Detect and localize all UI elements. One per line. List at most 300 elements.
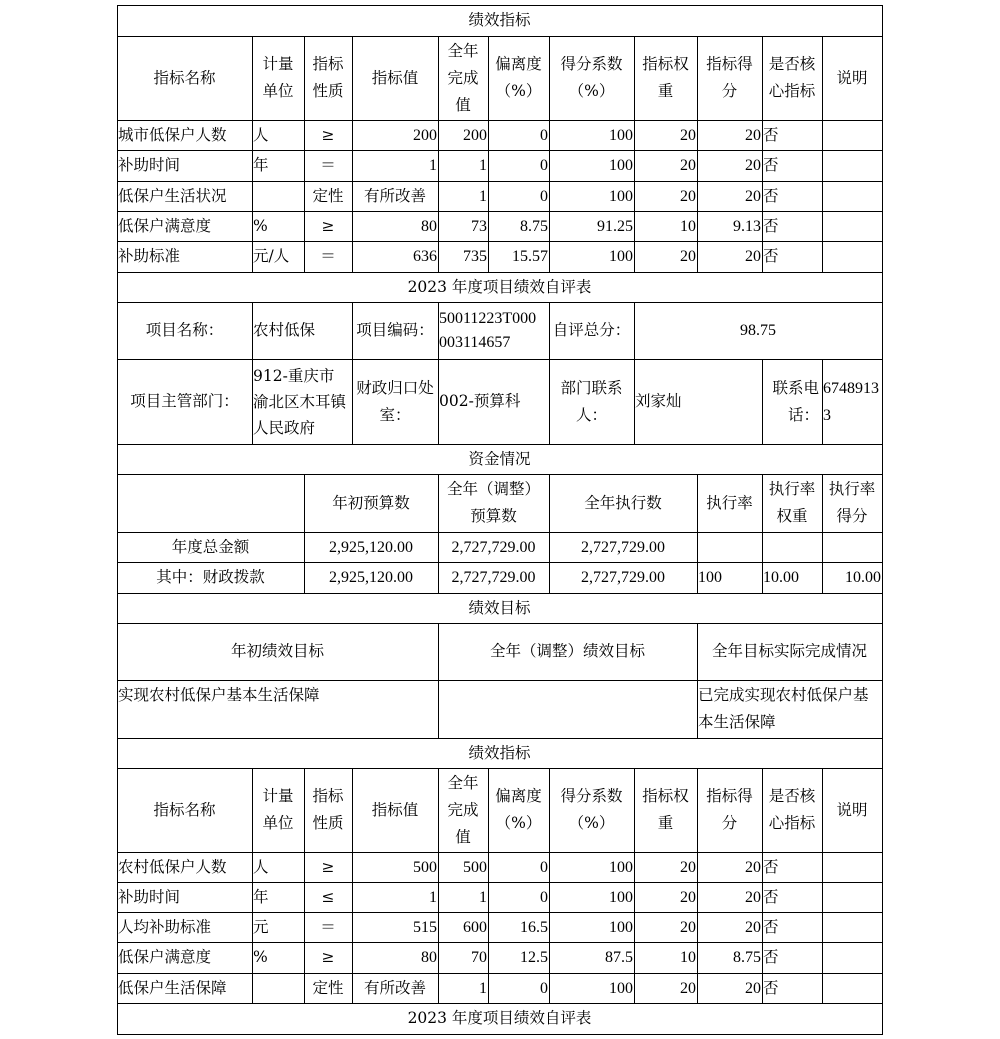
indicator-value [762, 211, 822, 241]
indicator-value-text: 20 [745, 157, 761, 174]
indicator-value [304, 912, 352, 942]
indicator-value-text: 20 [745, 248, 761, 265]
indicator-value [822, 181, 882, 211]
indicator-value [438, 120, 488, 150]
column-header-text: 指标名称 [153, 800, 216, 819]
indicator-value-text: 10 [680, 949, 696, 966]
indicator-value [488, 852, 549, 882]
column-header-text: 说明 [836, 800, 868, 819]
grid-line-horizontal [117, 181, 883, 182]
indicator-value-text: ≥ [321, 216, 335, 235]
indicator-name [117, 211, 252, 241]
indicator-value-text: 20 [680, 248, 696, 265]
indicator-value-text: 20 [745, 979, 761, 997]
indicator-value [549, 211, 634, 241]
grid-line-vertical [822, 359, 823, 445]
indicator-value [822, 211, 882, 241]
indicator-value-text: 20 [745, 126, 761, 144]
indicator-value-text: 否 [763, 216, 779, 235]
indicator-value [634, 942, 697, 973]
grid-line-vertical [697, 474, 698, 594]
indicator-value-text: 200 [463, 126, 487, 144]
grid-line-vertical [822, 36, 823, 273]
indicator-value [252, 852, 304, 882]
indicator-value-text: 否 [763, 156, 779, 174]
section-title-funds-text: 资金情况 [468, 449, 531, 468]
column-header [438, 36, 488, 120]
indicator-value-text: 0 [540, 858, 548, 876]
indicator-value-text: 9.13 [733, 217, 761, 235]
indicator-value [352, 942, 438, 973]
indicator-value [697, 181, 762, 211]
indicator-value-text: 100 [609, 888, 633, 906]
grid-line-vertical [438, 302, 439, 360]
indicator-value [822, 912, 882, 942]
grid-line-horizontal [117, 623, 883, 624]
grid-line-horizontal [117, 768, 883, 769]
column-header-text: 指标得分 [706, 55, 753, 100]
indicator-value-text: 0 [540, 157, 548, 174]
grid-line-vertical [352, 359, 353, 445]
indicator-value-text: ＝ [320, 917, 336, 936]
grid-line-horizontal [117, 302, 883, 303]
indicator-name-text: 低保户满意度 [118, 216, 212, 235]
indicator-name-text: 农村低保户人数 [118, 857, 227, 876]
section-title-indicators [117, 5, 882, 36]
indicator-value [697, 973, 762, 1003]
indicator-value [352, 912, 438, 942]
indicator-value-text: 12.5 [520, 949, 548, 966]
indicator-name [117, 852, 252, 882]
column-header-text: 说明 [836, 68, 868, 87]
indicator-value [488, 882, 549, 912]
indicator-value-text: 1 [479, 157, 487, 174]
indicator-value-text: 73 [471, 217, 487, 235]
indicator-value [352, 852, 438, 882]
column-header [352, 36, 438, 120]
section-title-goals [117, 593, 882, 623]
indicator-value-text: 200 [413, 126, 437, 144]
column-header-text: 计量单位 [262, 787, 294, 832]
grid-line-vertical [697, 36, 698, 273]
funds-value [762, 562, 822, 593]
funds-header [697, 474, 762, 532]
indicator-value [438, 150, 488, 181]
funds-header-text: 全年执行数 [584, 493, 662, 512]
funds-value-text: 2,727,729.00 [451, 569, 536, 586]
indicator-value [697, 211, 762, 241]
grid-line-horizontal [117, 973, 883, 974]
indicator-value-text: 20 [745, 858, 761, 876]
indicator-value-text: 500 [463, 858, 487, 876]
funds-value-text: 10.00 [845, 569, 881, 586]
indicator-value-text: 否 [763, 247, 779, 265]
indicator-value-text: 20 [680, 126, 696, 144]
grid-line-vertical [252, 359, 253, 445]
indicator-value [438, 181, 488, 211]
column-header [697, 36, 762, 120]
indicator-name-text: 人均补助标准 [118, 917, 212, 936]
indicator-value [762, 150, 822, 181]
project-code-label [352, 302, 438, 359]
funds-value-text: 2,925,120.00 [329, 538, 413, 556]
indicator-value-text: ＝ [320, 156, 336, 174]
indicator-value-text: 否 [763, 917, 779, 936]
funds-value-text: 2,727,729.00 [581, 569, 665, 586]
indicator-value [822, 942, 882, 973]
indicator-value [762, 241, 822, 272]
grid-line-vertical [252, 36, 253, 273]
form-title [117, 272, 882, 302]
indicator-value [549, 120, 634, 150]
funds-row-label-text: 年度总金额 [171, 537, 250, 556]
indicator-value-text: 600 [463, 918, 487, 936]
column-header [822, 36, 882, 120]
indicator-name [117, 942, 252, 973]
grid-line-vertical [438, 474, 439, 594]
grid-line-vertical [762, 768, 763, 1004]
indicator-value [304, 120, 352, 150]
office-value [438, 359, 549, 444]
column-header-text: 得分系数（%） [560, 55, 623, 100]
indicator-value [697, 852, 762, 882]
column-header [352, 768, 438, 852]
funds-value-text: 2,727,729.00 [451, 538, 536, 556]
indicator-value-text: 定性 [312, 978, 344, 997]
grid-line-vertical [352, 302, 353, 360]
indicator-value-text: 20 [680, 979, 696, 997]
funds-value-text: 10.00 [763, 569, 799, 586]
indicator-value [822, 973, 882, 1003]
grid-line-vertical [697, 768, 698, 1004]
grid-line-vertical [634, 359, 635, 445]
indicator-value [488, 912, 549, 942]
funds-header [438, 474, 549, 532]
indicator-value [304, 973, 352, 1003]
funds-row-label-text: 其中：财政拨款 [156, 568, 265, 586]
self-score-label [549, 302, 634, 359]
project-name-label-text: 项目名称： [145, 321, 224, 339]
indicator-value-text: 1 [479, 888, 487, 906]
indicator-value-text: % [253, 948, 268, 966]
project-code-label-text: 项目编码： [356, 321, 434, 339]
indicator-value [822, 120, 882, 150]
grid-line-vertical [438, 359, 439, 445]
indicator-value-text: 否 [763, 887, 779, 906]
indicator-value-text: 否 [763, 857, 779, 876]
indicator-value [549, 912, 634, 942]
column-header [549, 36, 634, 120]
goal-value [697, 680, 882, 738]
self-score-value-text: 98.75 [740, 322, 776, 339]
funds-value [697, 562, 762, 593]
indicator-value-text: 100 [609, 126, 633, 144]
indicator-value-text: 0 [540, 888, 548, 906]
indicator-value-text: 80 [421, 949, 437, 966]
office-label [352, 359, 438, 444]
grid-line-horizontal [117, 150, 883, 151]
grid-line-vertical [438, 768, 439, 1004]
indicator-name-text: 低保户生活状况 [118, 186, 227, 205]
column-header-text: 得分系数（%） [560, 787, 623, 832]
indicator-value [352, 241, 438, 272]
indicator-value-text: 636 [413, 248, 437, 265]
indicator-name [117, 912, 252, 942]
grid-line-horizontal [117, 882, 883, 883]
indicator-name-text: 补助时间 [118, 156, 181, 174]
grid-line-vertical [634, 302, 635, 360]
indicator-name [117, 882, 252, 912]
indicator-value-text: 1 [429, 888, 437, 906]
indicator-value-text: 元/人 [253, 247, 290, 265]
indicator-value [438, 211, 488, 241]
column-header [822, 768, 882, 852]
column-header-text: 指标值 [371, 68, 419, 87]
column-header [697, 768, 762, 852]
column-header [634, 36, 697, 120]
goal-value [438, 680, 697, 738]
indicator-value [304, 241, 352, 272]
indicator-value-text: 1 [479, 979, 487, 997]
grid-line-horizontal [117, 738, 883, 739]
indicator-value [822, 882, 882, 912]
indicator-value-text: 1 [479, 187, 487, 205]
indicator-value [252, 120, 304, 150]
indicator-value [697, 120, 762, 150]
dept-label [117, 359, 252, 444]
funds-value [762, 532, 822, 562]
column-header [488, 768, 549, 852]
indicator-value-text: ≥ [321, 125, 335, 144]
indicator-value-text: 年 [253, 156, 269, 174]
grid-line-vertical [822, 474, 823, 594]
indicator-value-text: 100 [609, 979, 633, 997]
funds-value [438, 562, 549, 593]
grid-line-vertical [438, 36, 439, 273]
indicator-value-text: 100 [609, 918, 633, 936]
indicator-value [634, 882, 697, 912]
indicator-value [438, 852, 488, 882]
indicator-value [762, 973, 822, 1003]
indicator-value-text: 否 [763, 125, 779, 144]
indicator-value-text: 人 [253, 125, 269, 144]
self-score-label-text: 自评总分： [552, 321, 631, 339]
indicator-value [252, 942, 304, 973]
indicator-value-text: 0 [540, 979, 548, 997]
grid-line-horizontal [117, 912, 883, 913]
indicator-value [488, 211, 549, 241]
column-header-text: 指标名称 [153, 68, 216, 87]
indicator-value-text: 8.75 [520, 217, 548, 235]
indicator-value-text: 否 [763, 186, 779, 205]
indicator-name [117, 150, 252, 181]
indicator-value [438, 942, 488, 973]
indicator-value-text: 16.5 [520, 918, 548, 936]
grid-line-vertical [549, 302, 550, 360]
indicator-value [634, 852, 697, 882]
contact-label-text: 部门联系人： [560, 378, 623, 424]
column-header-text: 指标权重 [642, 55, 689, 100]
grid-line-vertical [634, 768, 635, 1004]
dept-value [252, 359, 352, 444]
grid-line-vertical [549, 768, 550, 1004]
office-label-text: 财政归口处室： [356, 378, 434, 424]
grid-line-vertical [697, 623, 698, 739]
grid-line-vertical [117, 5, 118, 1035]
funds-value [822, 562, 882, 593]
goals-header [438, 623, 697, 680]
column-header [304, 36, 352, 120]
grid-line-horizontal [117, 120, 883, 121]
indicator-value [304, 150, 352, 181]
contact-value [634, 359, 762, 444]
indicator-value [634, 150, 697, 181]
funds-header-text: 执行率 [706, 493, 753, 512]
indicator-value [252, 241, 304, 272]
grid-line-horizontal [117, 680, 883, 681]
column-header-text: 计量单位 [262, 55, 294, 100]
indicator-value [697, 241, 762, 272]
column-header-text: 偏离度（%） [495, 787, 542, 832]
indicator-value-text: 20 [680, 157, 696, 174]
indicator-value [438, 241, 488, 272]
funds-value [304, 562, 438, 593]
grid-line-horizontal [117, 1034, 883, 1035]
indicator-value [352, 211, 438, 241]
funds-value [549, 532, 697, 562]
goal-value-text: 已完成实现农村低保户基本生活保障 [698, 686, 869, 731]
indicator-value [634, 211, 697, 241]
indicator-value-text: 20 [680, 888, 696, 906]
column-header-text: 指标权重 [642, 787, 689, 832]
grid-line-vertical [762, 474, 763, 594]
indicator-value-text: 人 [253, 857, 269, 876]
project-name-value [252, 302, 352, 359]
phone-value-text: 67489133 [823, 379, 879, 424]
funds-header [762, 474, 822, 532]
indicator-value [304, 942, 352, 973]
indicator-value [352, 150, 438, 181]
section-title-indicators-text: 绩效指标 [468, 11, 531, 29]
grid-line-vertical [488, 768, 489, 1004]
indicator-value [697, 882, 762, 912]
indicator-value [304, 852, 352, 882]
indicator-value-text: 87.5 [605, 949, 633, 966]
indicator-value [438, 912, 488, 942]
indicator-value [252, 211, 304, 241]
contact-value-text: 刘家灿 [635, 392, 682, 410]
indicator-value-text: 100 [609, 248, 633, 265]
grid-line-vertical [488, 36, 489, 273]
grid-line-horizontal [117, 36, 883, 37]
indicator-value-text: 年 [253, 887, 269, 906]
indicator-value-text: 515 [413, 918, 437, 936]
indicator-value-text: 500 [413, 858, 437, 876]
indicator-name-text: 低保户生活保障 [118, 978, 227, 997]
indicator-value [352, 120, 438, 150]
indicator-value [488, 973, 549, 1003]
funds-value [822, 532, 882, 562]
indicator-value-text: 100 [609, 858, 633, 876]
column-header [252, 768, 304, 852]
phone-label-text: 联系电话： [772, 378, 819, 424]
goal-value [117, 680, 438, 738]
funds-header-text: 执行率得分 [828, 480, 876, 525]
funds-value-text: 100 [698, 569, 722, 586]
indicator-name-text: 补助标准 [118, 247, 181, 265]
form-title [117, 1003, 882, 1034]
funds-row-label [117, 532, 304, 562]
project-name-value-text: 农村低保 [253, 321, 316, 339]
indicator-value [488, 150, 549, 181]
indicator-value [697, 150, 762, 181]
indicator-value [488, 181, 549, 211]
grid-line-vertical [438, 623, 439, 739]
indicator-name-text: 补助时间 [118, 887, 181, 906]
indicator-value [762, 912, 822, 942]
indicator-name [117, 181, 252, 211]
grid-line-vertical [304, 768, 305, 1004]
indicator-value [352, 973, 438, 1003]
grid-line-vertical [304, 474, 305, 594]
indicator-value [634, 241, 697, 272]
funds-value-text: 2,925,120.00 [329, 569, 413, 586]
indicator-value-text: 定性 [312, 186, 344, 205]
indicator-value-text: 否 [763, 978, 779, 997]
indicator-name [117, 973, 252, 1003]
column-header-text: 偏离度（%） [495, 55, 542, 100]
grid-line-vertical [762, 36, 763, 273]
indicator-value [549, 241, 634, 272]
column-header [252, 36, 304, 120]
grid-line-horizontal [117, 474, 883, 475]
funds-value [697, 532, 762, 562]
indicator-value [822, 150, 882, 181]
goals-header-text: 年初绩效目标 [230, 642, 324, 660]
indicator-value-text: % [253, 216, 268, 235]
indicator-value-text: 10 [680, 217, 696, 235]
grid-line-horizontal [117, 359, 883, 360]
indicator-value-text: 20 [680, 858, 696, 876]
grid-line-vertical [304, 36, 305, 273]
indicator-value-text: 80 [421, 217, 437, 235]
indicator-value [252, 912, 304, 942]
indicator-value [488, 241, 549, 272]
indicator-value-text: ≥ [321, 948, 335, 966]
indicator-value [438, 882, 488, 912]
indicator-value [252, 150, 304, 181]
grid-line-horizontal [117, 852, 883, 853]
indicator-value-text: 元 [253, 917, 269, 936]
column-header [762, 768, 822, 852]
funds-row-label [117, 562, 304, 593]
indicator-value [697, 942, 762, 973]
goal-value-text: 实现农村低保户基本生活保障 [118, 686, 320, 704]
office-value-text: 002-预算科 [439, 392, 521, 410]
goals-header [697, 623, 882, 680]
indicator-value-text: 有所改善 [363, 978, 426, 997]
indicator-value-text: ≥ [321, 857, 335, 876]
goals-header-text: 全年目标实际完成情况 [711, 642, 867, 660]
funds-header [117, 474, 304, 532]
indicator-value [634, 973, 697, 1003]
form-title-text: 2023 年度项目绩效自评表 [407, 1009, 592, 1027]
grid-line-vertical [634, 36, 635, 273]
grid-line-vertical [762, 359, 763, 445]
indicator-value-text: 100 [609, 187, 633, 205]
column-header [438, 768, 488, 852]
indicator-name [117, 241, 252, 272]
